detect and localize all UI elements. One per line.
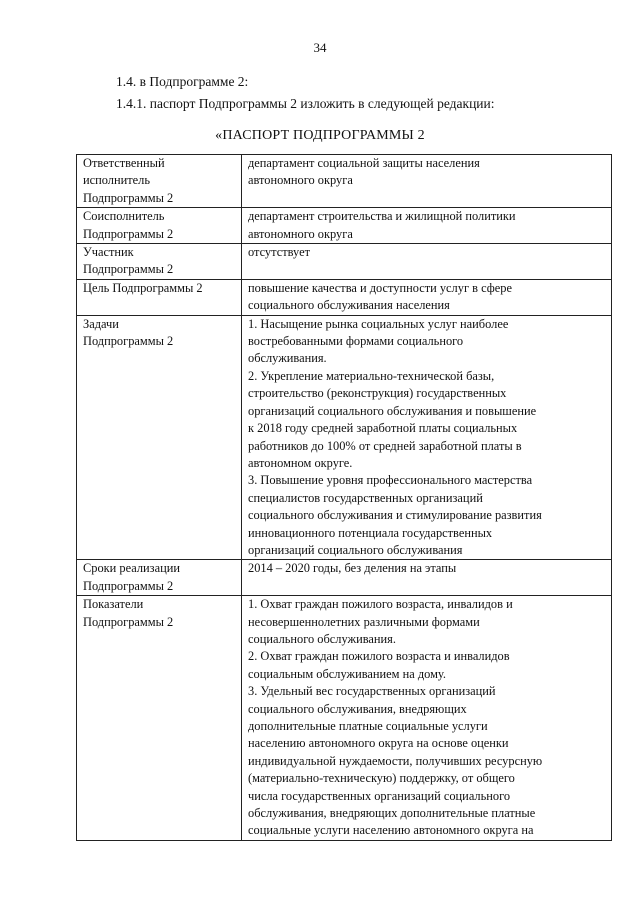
value-line: социального обслуживания. <box>248 631 396 646</box>
label-line: Подпрограммы 2 <box>83 334 174 349</box>
passport-heading: «ПАСПОРТ ПОДПРОГРАММЫ 2 <box>215 128 425 143</box>
value-line: автономного округа <box>248 173 353 188</box>
passport-row-value <box>242 244 612 280</box>
label-line: исполнитель <box>83 173 150 188</box>
value-line: повышение качества и доступности услуг в сфере <box>248 280 512 295</box>
passport-row <box>77 155 612 208</box>
passport-row-label <box>77 560 242 596</box>
value-line: социального обслуживания, внедряющих <box>248 701 467 716</box>
label-line: Подпрограммы 2 <box>83 614 174 629</box>
label-line: Подпрограммы 2 <box>83 578 174 593</box>
value-line: автономном округе. <box>248 455 353 470</box>
value-line: департамент строительства и жилищной политики <box>248 209 516 224</box>
label-line: Подпрограммы 2 <box>83 262 174 277</box>
value-line: автономного округа <box>248 226 353 241</box>
value-line: организаций социального обслуживания <box>248 542 463 557</box>
passport-row <box>77 315 612 560</box>
value-line: социального обслуживания и стимулирование развития <box>248 508 542 523</box>
value-line: населению автономного округа на основе оценки <box>248 736 509 751</box>
passport-row <box>77 208 612 244</box>
label-line: Участник <box>83 245 134 260</box>
intro-line-2: 1.4.1. паспорт Подпрограммы 2 изложить в следующей редакции: <box>116 96 495 111</box>
value-line: 1. Насыщение рынка социальных услуг наиболее <box>248 316 509 331</box>
intro-line-1: 1.4. в Подпрограмме 2: <box>116 74 249 89</box>
value-line: (материально-техническую) поддержку, от общего <box>248 771 515 786</box>
passport-row <box>77 560 612 596</box>
passport-row-value <box>242 560 612 596</box>
passport-row-value <box>242 315 612 560</box>
value-line: социального обслуживания населения <box>248 298 450 313</box>
label-line: Показатели <box>83 597 144 612</box>
value-line: 1. Охват граждан пожилого возраста, инвалидов и <box>248 597 513 612</box>
value-line: инновационного потенциала государственных <box>248 525 493 540</box>
passport-row <box>77 244 612 280</box>
label-line: Ответственный <box>83 156 165 170</box>
value-line: числа государственных организаций социального <box>248 788 511 803</box>
value-line: востребованными формами социального <box>248 334 464 349</box>
value-line: 2014 – 2020 годы, без деления на этапы <box>248 561 457 576</box>
value-line: отсутствует <box>248 245 310 260</box>
value-line: департамент социальной защиты населения <box>248 156 480 170</box>
value-line: социальным обслуживанием на дому. <box>248 666 446 681</box>
passport-row-value <box>242 208 612 244</box>
value-line: специалистов государственных организаций <box>248 490 483 505</box>
passport-row <box>77 596 612 841</box>
label-line: Сроки реализации <box>83 561 180 576</box>
value-line: 3. Удельный вес государственных организаций <box>248 684 496 699</box>
value-line: несовершеннолетних различными формами <box>248 614 480 629</box>
passport-row-value <box>242 596 612 841</box>
label-line: Задачи <box>83 316 119 331</box>
value-line: 3. Повышение уровня профессионального мастерства <box>248 473 533 488</box>
label-line: Соисполнитель <box>83 209 165 224</box>
passport-table-body <box>77 155 612 841</box>
value-line: обслуживания. <box>248 351 327 366</box>
passport-row-label <box>77 208 242 244</box>
passport-row-label <box>77 279 242 315</box>
value-line: индивидуальной нуждаемости, получивших ресурсную <box>248 753 543 768</box>
value-line: 2. Укрепление материально-технической базы, <box>248 368 495 383</box>
passport-row-value <box>242 155 612 208</box>
label-line: Цель Подпрограммы 2 <box>83 280 203 295</box>
value-line: обслуживания, внедряющих дополнительные платные <box>248 806 536 821</box>
passport-row-label <box>77 596 242 841</box>
passport-table <box>76 154 612 841</box>
passport-row-label <box>77 244 242 280</box>
value-line: 2. Охват граждан пожилого возраста и инвалидов <box>248 649 510 664</box>
value-line: организаций социального обслуживания и повышение <box>248 403 537 418</box>
label-line: Подпрограммы 2 <box>83 190 174 205</box>
value-line: строительство (реконструкция) государственных <box>248 386 507 401</box>
label-line: Подпрограммы 2 <box>83 226 174 241</box>
passport-row <box>77 279 612 315</box>
value-line: к 2018 году средней заработной платы социальных <box>248 421 518 436</box>
value-line: работников до 100% от средней заработной платы в <box>248 438 522 453</box>
page-number: 34 <box>313 40 327 55</box>
value-line: дополнительные платные социальные услуги <box>248 719 488 733</box>
passport-row-label <box>77 315 242 560</box>
passport-row-value <box>242 279 612 315</box>
value-line: социальные услуги населению автономного округа на <box>248 823 534 838</box>
passport-row-label <box>77 155 242 208</box>
